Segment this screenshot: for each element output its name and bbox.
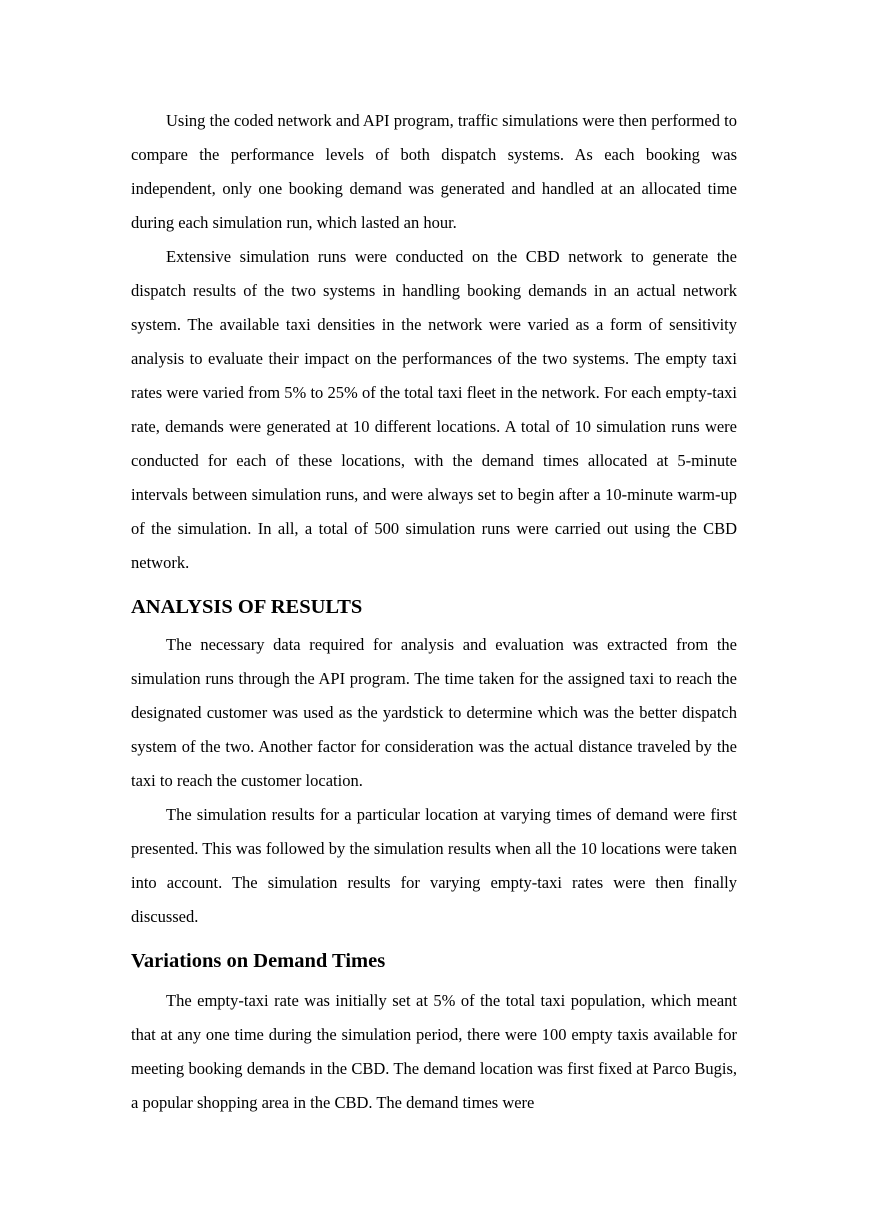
body-paragraph: Using the coded network and API program, traffic simulations were then performed to compare the performance levels of both dispatch systems. As each booking was independent, only one booking demand was generated and handled at an allocated time during each simulation run, which lasted an hour.: [131, 111, 737, 232]
body-paragraph: The necessary data required for analysis and evaluation was extracted from the simulation runs through the API program. The time taken for the assigned taxi to reach the designated customer was used as the yardstick to determine which was the better dispatch system of the two. Another factor for consideration was the actual distance traveled by the taxi to reach the customer location.: [131, 635, 737, 790]
subsection-heading-demand-times: Variations on Demand Times: [131, 950, 386, 972]
body-paragraph: The simulation results for a particular location at varying times of demand were first presented. This was followed by the simulation results when all the 10 locations were taken into account. The simulation results for varying empty-taxi rates were then finally discussed.: [131, 805, 737, 926]
section-heading-analysis: ANALYSIS OF RESULTS: [131, 596, 363, 618]
body-paragraph: Extensive simulation runs were conducted on the CBD network to generate the dispatch results of the two systems in handling booking demands in an actual network system. The available taxi densities in the network were varied as a form of sensitivity analysis to evaluate their impact on the performances of the two systems. The empty taxi rates were varied from 5% to 25% of the total taxi fleet in the network. For each empty-taxi rate, demands were generated at 10 different locations. A total of 10 simulation runs were conducted for each of these locations, with the demand times allocated at 5-minute intervals between simulation runs, and were always set to begin after a 10-minute warm-up of the simulation. In all, a total of 500 simulation runs were carried out using the CBD network.: [131, 247, 737, 572]
body-paragraph: The empty-taxi rate was initially set at 5% of the total taxi population, which meant that at any one time during the simulation period, there were 100 empty taxis available for meeting booking demands in the CBD. The demand location was first fixed at Parco Bugis, a popular shopping area in the CBD. The demand times were: [131, 991, 737, 1112]
document-page: [131, 104, 737, 1120]
